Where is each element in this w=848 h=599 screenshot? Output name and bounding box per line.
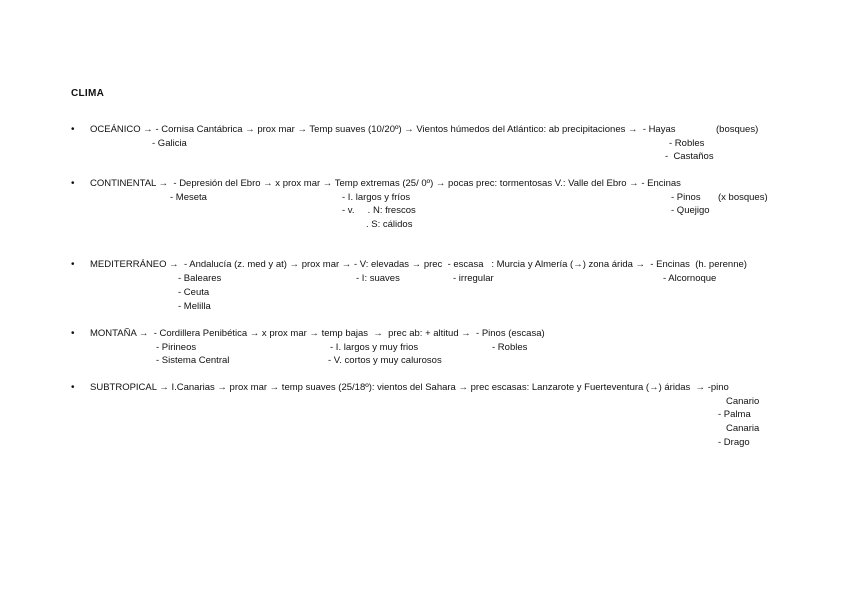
continental-temp: - v. . N: frescos bbox=[342, 205, 416, 216]
oceanico-note: (bosques) bbox=[716, 124, 759, 135]
subtropical-veg: - Drago bbox=[718, 437, 750, 448]
montana-temp: - I. largos y muy frios bbox=[330, 342, 419, 353]
oceanico-line: OCEÁNICO → - Cornisa Cantábrica → prox mar → Temp suaves (10/20º) → Vientos húmedos del Atlántico: ab precipitaciones → - Hayas bbox=[90, 124, 676, 135]
continental-region: - Meseta bbox=[170, 192, 207, 203]
montana-region: - Sistema Central bbox=[156, 355, 230, 366]
document-title: CLIMA bbox=[71, 88, 105, 99]
mediterraneo-region: - Melilla bbox=[178, 301, 211, 312]
montana-line: MONTAÑA → - Cordillera Penibética → x prox mar → temp bajas → prec ab: + altitud → - Pinos (escasa) bbox=[90, 328, 545, 339]
montana-veg: - Robles bbox=[492, 342, 528, 353]
oceanico-veg: - Castaños bbox=[665, 151, 714, 162]
mediterraneo-line: MEDITERRÁNEO → - Andalucía (z. med y at) → prox mar → - V: elevadas → prec - escasa : Murcia y Almería (→) zona árida → - Encinas (h. perenne) bbox=[90, 259, 747, 270]
subtropical-line: SUBTROPICAL → I.Canarias → prox mar → temp suaves (25/18º): vientos del Sahara → prec escasas: Lanzarote y Fuerteventura (→) áridas → -pino bbox=[90, 382, 729, 393]
continental-temp: - I. largos y fríos bbox=[342, 192, 411, 203]
montana-temp: - V. cortos y muy calurosos bbox=[328, 355, 442, 366]
bullet: • bbox=[71, 328, 75, 339]
subtropical-veg: Canario bbox=[726, 396, 760, 407]
oceanico-region: - Galicia bbox=[152, 138, 187, 149]
montana-region: - Pirineos bbox=[156, 342, 197, 353]
continental-line: CONTINENTAL → - Depresión del Ebro → x prox mar → Temp extremas (25/ 0º) → pocas prec: tormentosas V.: Valle del Ebro → - Encinas bbox=[90, 178, 681, 189]
continental-temp: . S: cálidos bbox=[366, 219, 413, 230]
subtropical-veg: - Palma bbox=[718, 409, 751, 420]
mediterraneo-prec: - irregular bbox=[453, 273, 494, 284]
bullet: • bbox=[71, 178, 75, 189]
continental-veg: - Pinos bbox=[671, 192, 701, 203]
bullet: • bbox=[71, 259, 75, 270]
oceanico-veg: - Robles bbox=[669, 138, 705, 149]
bullet: • bbox=[71, 124, 75, 135]
mediterraneo-temp: - I: suaves bbox=[356, 273, 400, 284]
continental-veg: - Quejigo bbox=[671, 205, 710, 216]
mediterraneo-region: - Baleares bbox=[178, 273, 222, 284]
mediterraneo-region: - Ceuta bbox=[178, 287, 210, 298]
bullet: • bbox=[71, 382, 75, 393]
mediterraneo-veg: - Alcornoque bbox=[663, 273, 717, 284]
subtropical-veg: Canaria bbox=[726, 423, 760, 434]
continental-note: (x bosques) bbox=[718, 192, 768, 203]
